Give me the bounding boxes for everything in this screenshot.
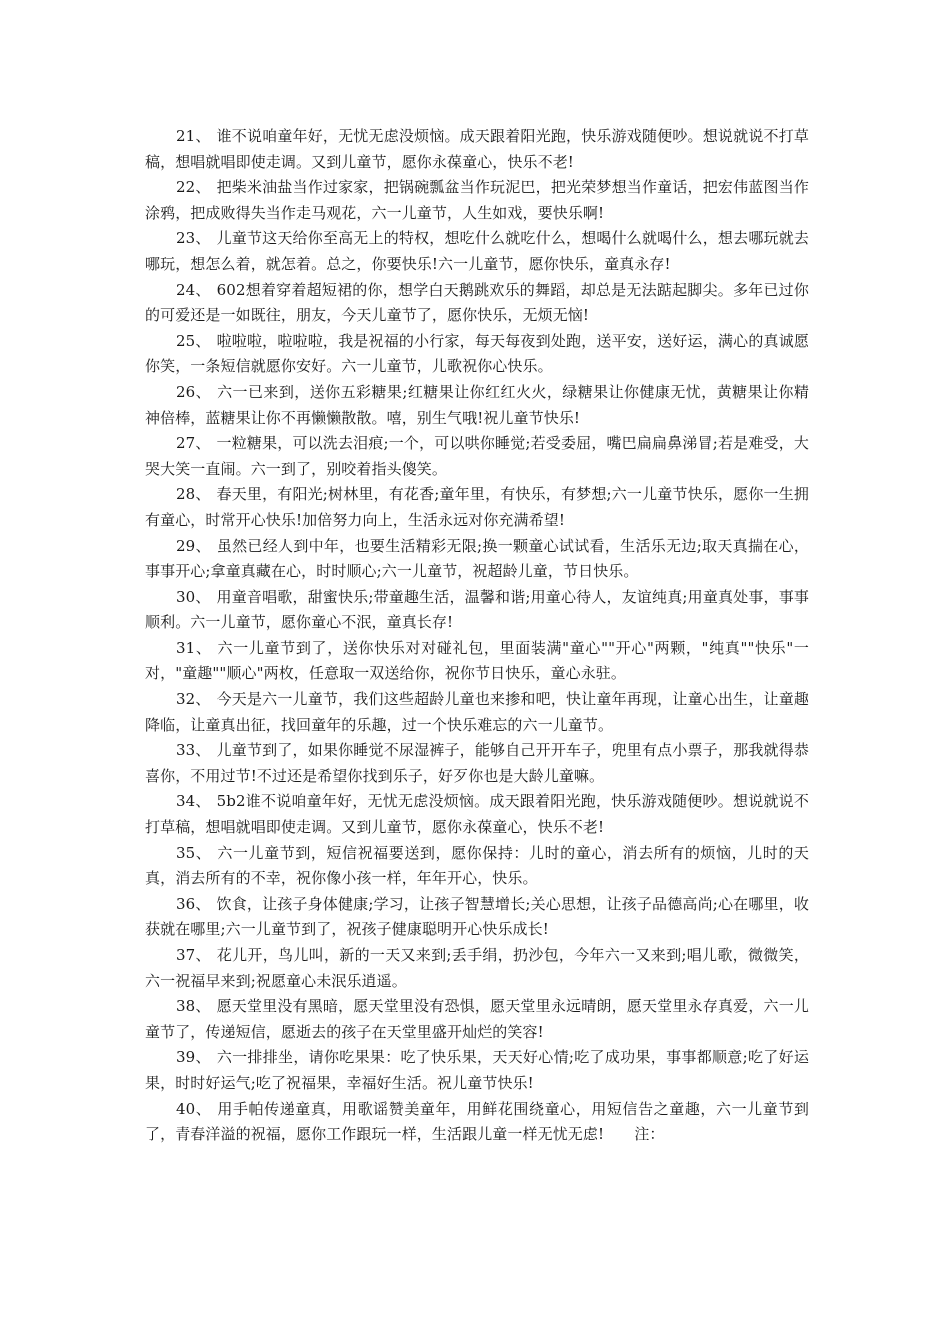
paragraph [145,841,809,892]
paragraph [145,892,809,943]
paragraph-text: 把柴米油盐当作过家家，把锅碗瓢盆当作玩泥巴，把光荣梦想当作童话，把宏伟蓝图当作涂鸦，把成败得失当作走马观花，六一儿童节，人生如戏，要快乐啊! [145,178,809,222]
paragraph-text: 六一儿童节到了，送你快乐对对碰礼包，里面装满"童心""开心"两颗，"纯真""快乐"一对，"童趣""顺心"两枚，任意取一双送给你，祝你节日快乐，童心永驻。 [145,638,810,683]
paragraph-number: 40、 [176,1099,212,1118]
paragraph [145,431,809,482]
paragraph-number: 30、 [176,587,211,606]
paragraph-text: 用手帕传递童真，用歌谣赞美童年，用鲜花围绕童心，用短信告之童趣，六一儿童节到了，青春洋溢的祝福，愿你工作跟玩一样，生活跟儿童一样无忧无虑! 注： [145,1099,809,1144]
paragraph [145,585,809,636]
paragraph-text: 春天里，有阳光;树林里，有花香;童年里，有快乐，有梦想;六一儿童节快乐，愿你一生拥有童心，时常开心快乐!加倍努力向上，生活永远对你充满希望! [145,485,809,529]
paragraph-number: 22、 [176,178,211,197]
paragraph-number: 34、 [176,792,211,811]
paragraph-number: 26、 [176,382,212,401]
paragraph-number: 32、 [176,690,211,709]
paragraph [145,1097,809,1148]
paragraph [145,124,809,175]
paragraph-number: 29、 [176,536,211,555]
paragraph-number: 33、 [176,741,211,760]
paragraph [145,226,809,277]
paragraph-number: 28、 [176,485,211,504]
paragraph [145,738,809,789]
paragraph-text: 一粒糖果，可以洗去泪痕;一个，可以哄你睡觉;若受委屈，嘴巴扁扁鼻涕冒;若是难受，大哭大笑一直闹。六一到了，别咬着指头傻笑。 [145,434,809,478]
paragraph-number: 39、 [176,1048,211,1067]
paragraph-text: 饮食，让孩子身体健康;学习，让孩子智慧增长;关心思想，让孩子品德高尚;心在哪里，收获就在哪里;六一儿童节到了，祝孩子健康聪明开心快乐成长! [145,894,809,939]
paragraph [145,278,809,329]
paragraph-number: 31、 [176,638,212,657]
paragraph-text: 5b2谁不说咱童年好，无忧无虑没烦恼。成天跟着阳光跑，快乐游戏随便吵。想说就说不打草稿，想唱就唱即使走调。又到儿童节，愿你永葆童心，快乐不老! [145,792,809,837]
paragraph [145,380,809,431]
paragraph [145,329,809,380]
paragraph-text: 儿童节这天给你至高无上的特权，想吃什么就吃什么，想喝什么就喝什么，想去哪玩就去哪玩，想怎么着，就怎着。总之，你要快乐!六一儿童节，愿你快乐，童真永存! [145,229,809,273]
paragraph-text: 虽然已经人到中年，也要生活精彩无限;换一颗童心试试看，生活乐无边;取天真揣在心，事事开心;拿童真藏在心，时时顺心;六一儿童节，祝超龄儿童，节日快乐。 [145,536,809,581]
paragraph [145,994,809,1045]
document-body [145,124,809,1148]
paragraph [145,943,809,994]
paragraph [145,175,809,226]
paragraph-text: 儿童节到了，如果你睡觉不尿湿裤子，能够自己开开车子，兜里有点小票子，那我就得恭喜你，不用过节!不过还是希望你找到乐子，好歹你也是大龄儿童嘛。 [145,741,809,785]
paragraph-number: 24、 [176,280,211,299]
paragraph-number: 37、 [176,946,211,964]
paragraph-text: 六一已来到，送你五彩糖果;红糖果让你红红火火，绿糖果让你健康无忧，黄糖果让你精神倍棒，蓝糖果让你不再懒懒散散。嘻，别生气哦!祝儿童节快乐! [145,382,809,427]
paragraph-number: 27、 [176,434,211,453]
paragraph-number: 21、 [176,127,211,145]
paragraph [145,482,809,533]
paragraph [145,789,809,840]
paragraph-number: 35、 [176,843,212,862]
paragraph-number: 36、 [176,894,211,913]
paragraph [145,687,809,738]
paragraph-number: 38、 [176,997,211,1016]
paragraph-text: 花儿开，鸟儿叫，新的一天又来到;丢手绢，扔沙包，今年六一又来到;唱儿歌，微微笑，六一祝福早来到;祝愿童心未泯乐逍遥。 [145,946,809,990]
paragraph-text: 谁不说咱童年好，无忧无虑没烦恼。成天跟着阳光跑，快乐游戏随便吵。想说就说不打草稿，想唱就唱即使走调。又到儿童节，愿你永葆童心，快乐不老! [145,127,809,171]
paragraph [145,534,809,585]
paragraph-text: 六一排排坐，请你吃果果：吃了快乐果，天天好心情;吃了成功果，事事都顺意;吃了好运果，时时好运气;吃了祝福果，幸福好生活。祝儿童节快乐! [145,1048,809,1092]
paragraph-number: 25、 [176,331,211,350]
paragraph-number: 23、 [176,229,211,248]
paragraph-text: 啦啦啦，啦啦啦，我是祝福的小行家，每天每夜到处跑，送平安，送好运，满心的真诚愿你笑，一条短信就愿你安好。六一儿童节，儿歌祝你心快乐。 [145,331,809,376]
paragraph-text: 602想着穿着超短裙的你，想学白天鹅跳欢乐的舞蹈，却总是无法踮起脚尖。多年已过你的可爱还是一如既往，朋友，今天儿童节了，愿你快乐，无烦无恼! [145,280,810,325]
paragraph-text: 今天是六一儿童节，我们这些超龄儿童也来掺和吧，快让童年再现，让童心出生，让童趣降临，让童真出征，找回童年的乐趣，过一个快乐难忘的六一儿童节。 [145,690,809,734]
paragraph [145,1045,809,1096]
paragraph-text: 愿天堂里没有黑暗，愿天堂里没有恐惧，愿天堂里永远晴朗，愿天堂里永存真爱，六一儿童节了，传递短信，愿逝去的孩子在天堂里盛开灿烂的笑容! [145,997,809,1041]
paragraph-text: 用童音唱歌，甜蜜快乐;带童趣生活，温馨和谐;用童心待人，友谊纯真;用童真处事，事事顺利。六一儿童节，愿你童心不泯，童真长存! [145,587,809,632]
paragraph-text: 六一儿童节到，短信祝福要送到，愿你保持：儿时的童心，消去所有的烦恼，儿时的天真，消去所有的不幸，祝你像小孩一样，年年开心，快乐。 [145,843,809,888]
paragraph [145,636,809,687]
